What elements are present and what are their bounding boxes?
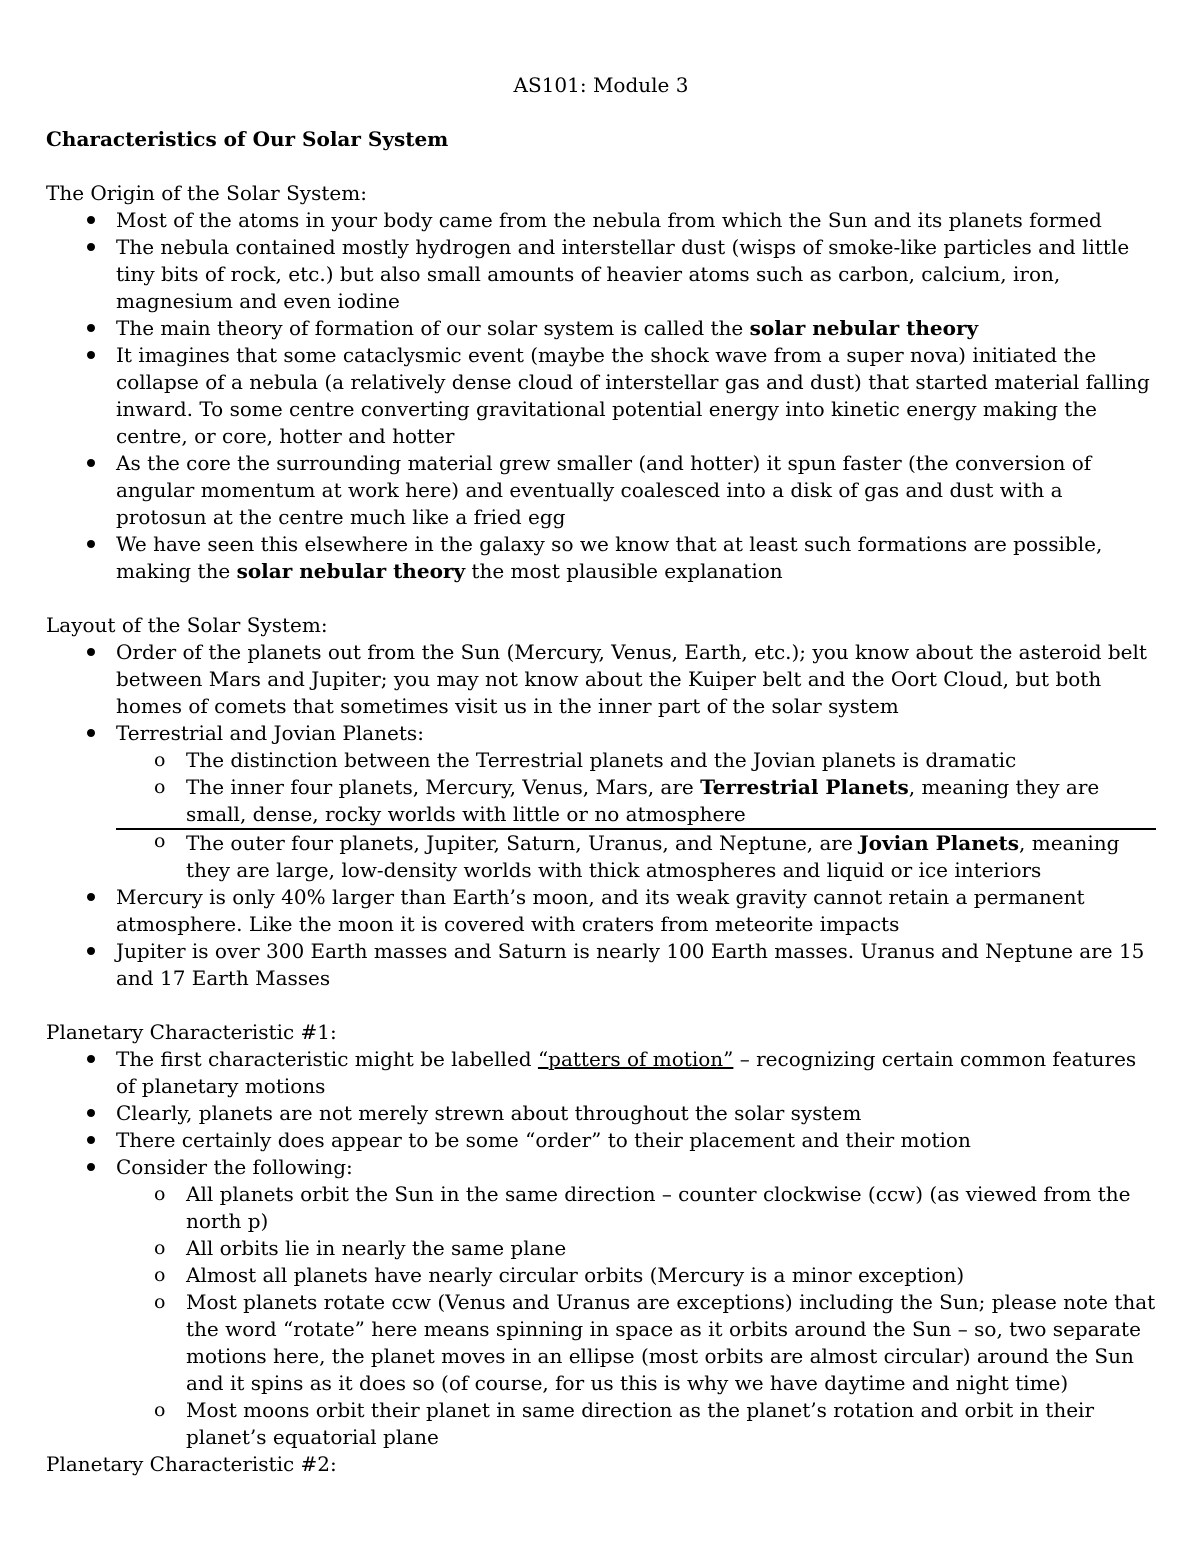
sub-list-item: o Most planets rotate ccw (Venus and Uranus are exceptions) including the Sun; please note that the word “rotate” here means spinning in space as it orbits around the Sun – so, two separate motions here, the planet moves in an ellipse (most orbits are almost circular) around the Sun and it spins as it does so (of course, for us this is why we have daytime and night time) [116,1289,1156,1397]
page-title: Characteristics of Our Solar System [46,127,449,151]
page-header: AS101: Module 3 [513,73,689,97]
bold-term: Terrestrial Planets [700,775,909,799]
document-page [46,72,1156,1478]
bold-term: Jovian Planets [859,831,1020,855]
list-item: Order of the planets out from the Sun (Mercury, Venus, Earth, etc.); you know about the asteroid belt between Mars and Jupiter; you may not know about the Kuiper belt and the Oort Cloud, but both homes of comets that sometimes visit us in the inner part of the solar system [46,639,1156,720]
list-item: It imagines that some cataclysmic event (maybe the shock wave from a super nova) initiated the collapse of a nebula (a relatively dense cloud of interstellar gas and dust) that started material falling inward. To some centre converting gravitational potential energy into kinetic energy making the centre, or core, hotter and hotter [46,342,1156,450]
list-item: Terrestrial and Jovian Planets: o The distinction between the Terrestrial planets and the Jovian planets is dramatic o The inner four planets, Mercury, Venus, Mars, are Terrestrial Planets, meaning they are small, dense, rocky worlds with little or no atmosphere o The outer four planets, Jupiter, Saturn, Uranus, and Neptune, are Jovian Planets, meaning they are large, low-density worlds with thick atmospheres and liquid or ice interiors [46,720,1156,884]
section-heading-pc1: Planetary Characteristic #1: [46,1020,337,1044]
list-item: We have seen this elsewhere in the galaxy so we know that at least such formations are possible, making the solar nebular theory the most plausible explanation [46,531,1156,585]
sub-list-item: o The inner four planets, Mercury, Venus, Mars, are Terrestrial Planets, meaning they are small, dense, rocky worlds with little or no atmosphere [116,774,1156,828]
section-heading-layout: Layout of the Solar System: [46,613,328,637]
section-heading-pc2: Planetary Characteristic #2: [46,1452,337,1476]
list-item: The first characteristic might be labelled “patters of motion” – recognizing certain common features of planetary motions [46,1046,1156,1100]
list-item: Most of the atoms in your body came from the nebula from which the Sun and its planets formed [46,207,1156,234]
bold-term: solar nebular theory [749,316,979,340]
list-item: The main theory of formation of our solar system is called the solar nebular theory [46,315,1156,342]
bold-term: solar nebular theory [236,559,466,583]
layout-bullet-list [46,639,1156,992]
sub-list-item: o The outer four planets, Jupiter, Saturn, Uranus, and Neptune, are Jovian Planets, meaning they are large, low-density worlds with thick atmospheres and liquid or ice interiors [116,828,1156,884]
sub-bullet-list [116,1181,1156,1451]
list-item: There certainly does appear to be some “order” to their placement and their motion [46,1127,1156,1154]
sub-list-item: o All planets orbit the Sun in the same direction – counter clockwise (ccw) (as viewed from the north p) [116,1181,1156,1235]
list-item: The nebula contained mostly hydrogen and interstellar dust (wisps of smoke-like particles and little tiny bits of rock, etc.) but also small amounts of heavier atoms such as carbon, calcium, iron, magnesium and even iodine [46,234,1156,315]
underlined-term: “patters of motion” [537,1047,734,1071]
sub-list-item: o The distinction between the Terrestrial planets and the Jovian planets is dramatic [116,747,1156,774]
list-item: Mercury is only 40% larger than Earth’s moon, and its weak gravity cannot retain a permanent atmosphere. Like the moon it is covered with craters from meteorite impacts [46,884,1156,938]
sub-list-item: o All orbits lie in nearly the same plane [116,1235,1156,1262]
sub-list-item: o Most moons orbit their planet in same direction as the planet’s rotation and orbit in their planet’s equatorial plane [116,1397,1156,1451]
section-heading-origin: The Origin of the Solar System: [46,181,367,205]
list-item: Consider the following: o All planets orbit the Sun in the same direction – counter clockwise (ccw) (as viewed from the north p) o All orbits lie in nearly the same plane o Almost all planets have nearly circular orbits (Mercury is a minor exception) o Most planets rotate ccw (Venus and Uranus are exceptions) including the Sun; please note that the word “rotate” here means spinning in space as it orbits around the Sun – so, two separate motions here, the planet moves in an ellipse (most orbits are almost circular) around the Sun and it spins as it does so (of course, for us this is why we have daytime and night time) o Most moons orbit their planet in same direction as the planet’s rotation and orbit in their planet’s equatorial plane [46,1154,1156,1451]
list-item: Clearly, planets are not merely strewn about throughout the solar system [46,1100,1156,1127]
origin-bullet-list [46,207,1156,585]
list-item: As the core the surrounding material grew smaller (and hotter) it spun faster (the conversion of angular momentum at work here) and eventually coalesced into a disk of gas and dust with a protosun at the centre much like a fried egg [46,450,1156,531]
sub-bullet-list [116,747,1156,884]
horizontal-rule [116,828,1156,830]
list-item: Jupiter is over 300 Earth masses and Saturn is nearly 100 Earth masses. Uranus and Neptune are 15 and 17 Earth Masses [46,938,1156,992]
pc1-bullet-list [46,1046,1156,1451]
sub-list-item: o Almost all planets have nearly circular orbits (Mercury is a minor exception) [116,1262,1156,1289]
